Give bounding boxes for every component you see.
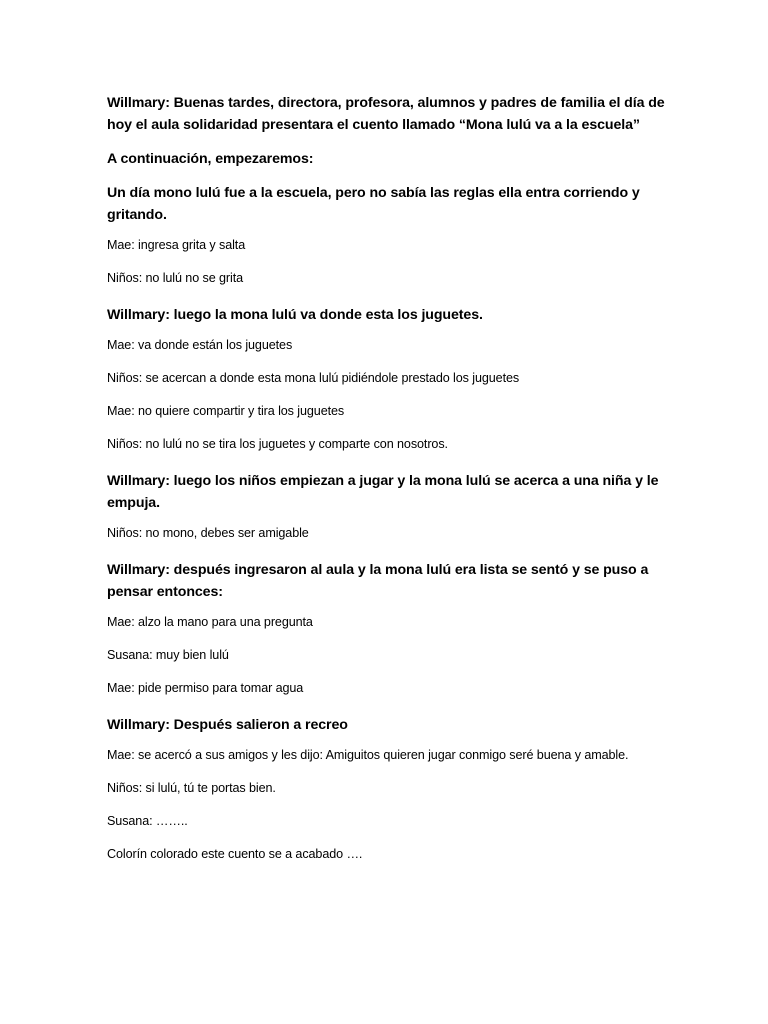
narrator-paragraph: Willmary: luego la mona lulú va donde esta los juguetes. (107, 307, 483, 323)
dialogue-line: Niños: no lulú no se grita (107, 271, 244, 285)
dialogue-line: Niños: si lulú, tú te portas bien. (107, 781, 276, 795)
dialogue-line: Mae: se acercó a sus amigos y les dijo: Amiguitos quieren jugar conmigo seré buena y amable. (107, 748, 629, 762)
dialogue-line: Niños: no lulú no se tira los juguetes y comparte con nosotros. (107, 437, 448, 451)
narrator-continue-paragraph: A continuación, empezaremos: (107, 151, 314, 167)
narrator-story-start-paragraph: Un día mono lulú fue a la escuela, pero no sabía las reglas ella entra corriendo y gritando. (107, 185, 640, 223)
dialogue-line: Niños: no mono, debes ser amigable (107, 526, 309, 540)
dialogue-line: Mae: ingresa grita y salta (107, 238, 246, 252)
dialogue-line: Susana: …….. (107, 814, 188, 828)
closing-line: Colorín colorado este cuento se a acabado …. (107, 847, 363, 861)
document-page (107, 92, 667, 880)
dialogue-line: Mae: alzo la mano para una pregunta (107, 615, 313, 629)
dialogue-line: Mae: pide permiso para tomar agua (107, 681, 304, 695)
dialogue-line: Mae: va donde están los juguetes (107, 338, 293, 352)
narrator-paragraph: Willmary: después ingresaron al aula y la mona lulú era lista se sentó y se puso a pensar entonces: (107, 562, 649, 600)
narrator-intro-paragraph: Willmary: Buenas tardes, directora, profesora, alumnos y padres de familia el día de hoy el aula solidaridad presentara el cuento llamado “Mona lulú va a la escuela” (107, 95, 665, 133)
dialogue-line: Niños: se acercan a donde esta mona lulú pidiéndole prestado los juguetes (107, 371, 520, 385)
dialogue-line: Mae: no quiere compartir y tira los juguetes (107, 404, 345, 418)
narrator-paragraph: Willmary: Después salieron a recreo (107, 717, 348, 733)
dialogue-line: Susana: muy bien lulú (107, 648, 229, 662)
narrator-paragraph: Willmary: luego los niños empiezan a jugar y la mona lulú se acerca a una niña y le empuja. (107, 473, 659, 511)
